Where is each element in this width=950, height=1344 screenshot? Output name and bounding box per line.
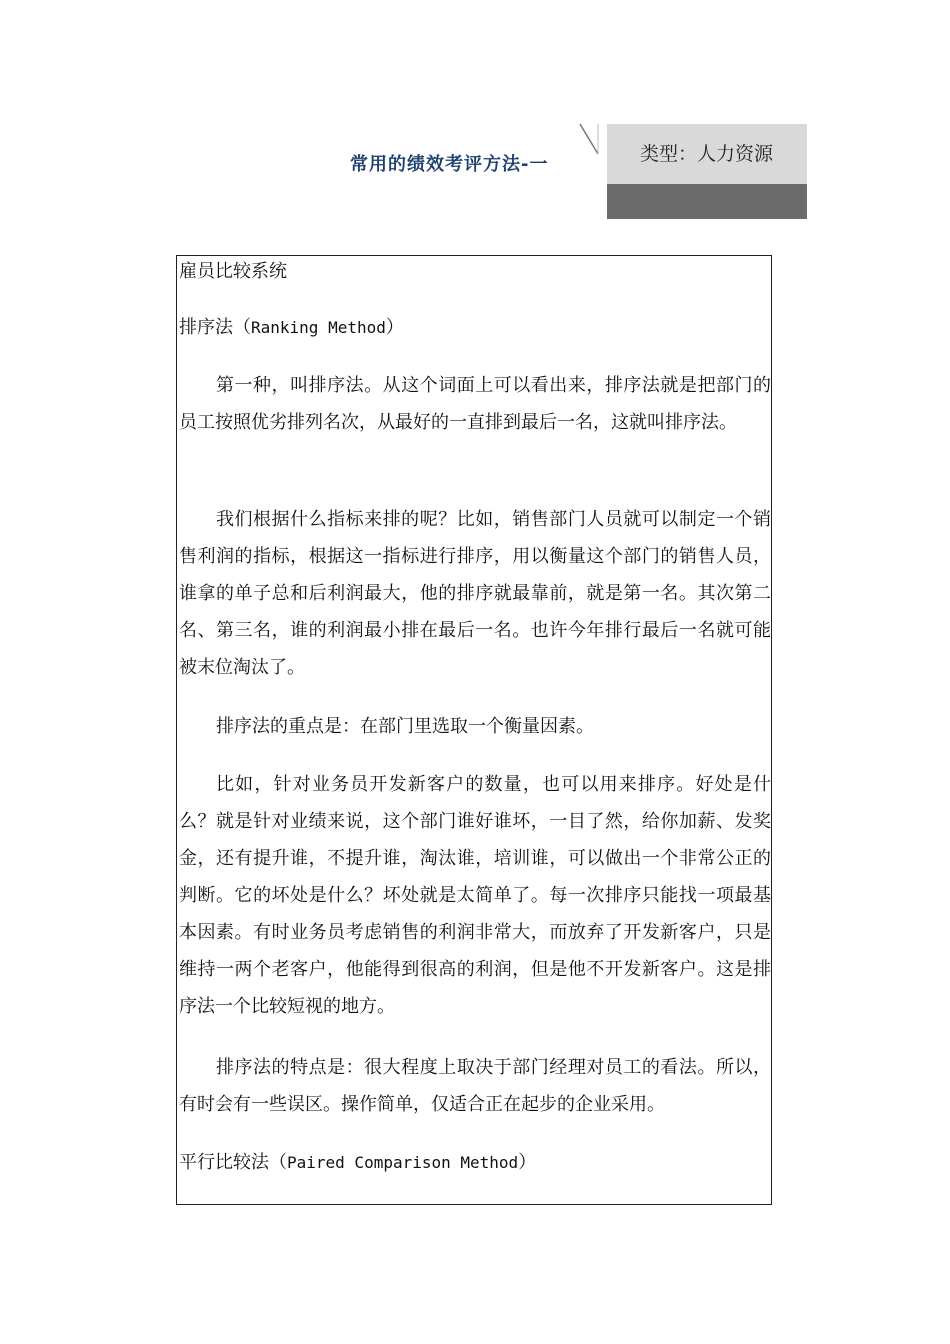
method1-heading-en: Ranking Method — [251, 318, 386, 337]
method1-heading-close: ） — [385, 317, 404, 338]
page-fold-icon — [578, 122, 608, 158]
method1-heading — [179, 318, 404, 338]
paragraph-1: 第一种，叫排序法。从这个词面上可以看出来，排序法就是把部门的员工按照优劣排列名次，从最好的一直排到最后一名，这就叫排序法。 — [179, 375, 771, 433]
content-box — [176, 255, 772, 1205]
paragraph-3: 排序法的重点是：在部门里选取一个衡量因素。 — [216, 716, 594, 737]
category-tag-bar — [607, 184, 807, 219]
category-tag — [607, 124, 807, 219]
paragraph-4: 比如，针对业务员开发新客户的数量，也可以用来排序。好处是什么？就是针对业绩来说，这个部门谁好谁坏，一目了然，给你加薪、发奖金，还有提升谁，不提升谁，淘汰谁，培训谁，可以做出一个非常公正的判断。它的坏处是什么？坏处就是太简单了。每一次排序只能找一项最基本因素。有时业务员考虑销售的利润非常大，而放弃了开发新客户，只是维持一两个老客户，他能得到很高的利润，但是他不开发新客户。这是排序法一个比较短视的地方。 — [179, 774, 771, 1017]
method1-heading-cn: 排序法（ — [179, 317, 251, 338]
method2-heading-close: ） — [518, 1152, 537, 1173]
section-heading: 雇员比较系统 — [179, 261, 287, 282]
method2-heading — [179, 1153, 536, 1173]
category-tag-top — [607, 124, 807, 184]
method2-heading-cn: 平行比较法（ — [179, 1152, 287, 1173]
paragraph-2: 我们根据什么指标来排的呢？比如，销售部门人员就可以制定一个销售利润的指标，根据这一指标进行排序，用以衡量这个部门的销售人员，谁拿的单子总和后利润最大，他的排序就最靠前，就是第一名。其次第二名、第三名，谁的利润最小排在最后一名。也许今年排行最后一名就可能被末位淘汰了。 — [179, 509, 771, 678]
method2-heading-en: Paired Comparison Method — [287, 1153, 519, 1172]
document-title: 常用的绩效考评方法-一 — [350, 154, 549, 175]
paragraph-5: 排序法的特点是：很大程度上取决于部门经理对员工的看法。所以，有时会有一些误区。操作简单，仅适合正在起步的企业采用。 — [179, 1057, 771, 1115]
category-tag-label: 类型：人力资源 — [640, 143, 774, 165]
